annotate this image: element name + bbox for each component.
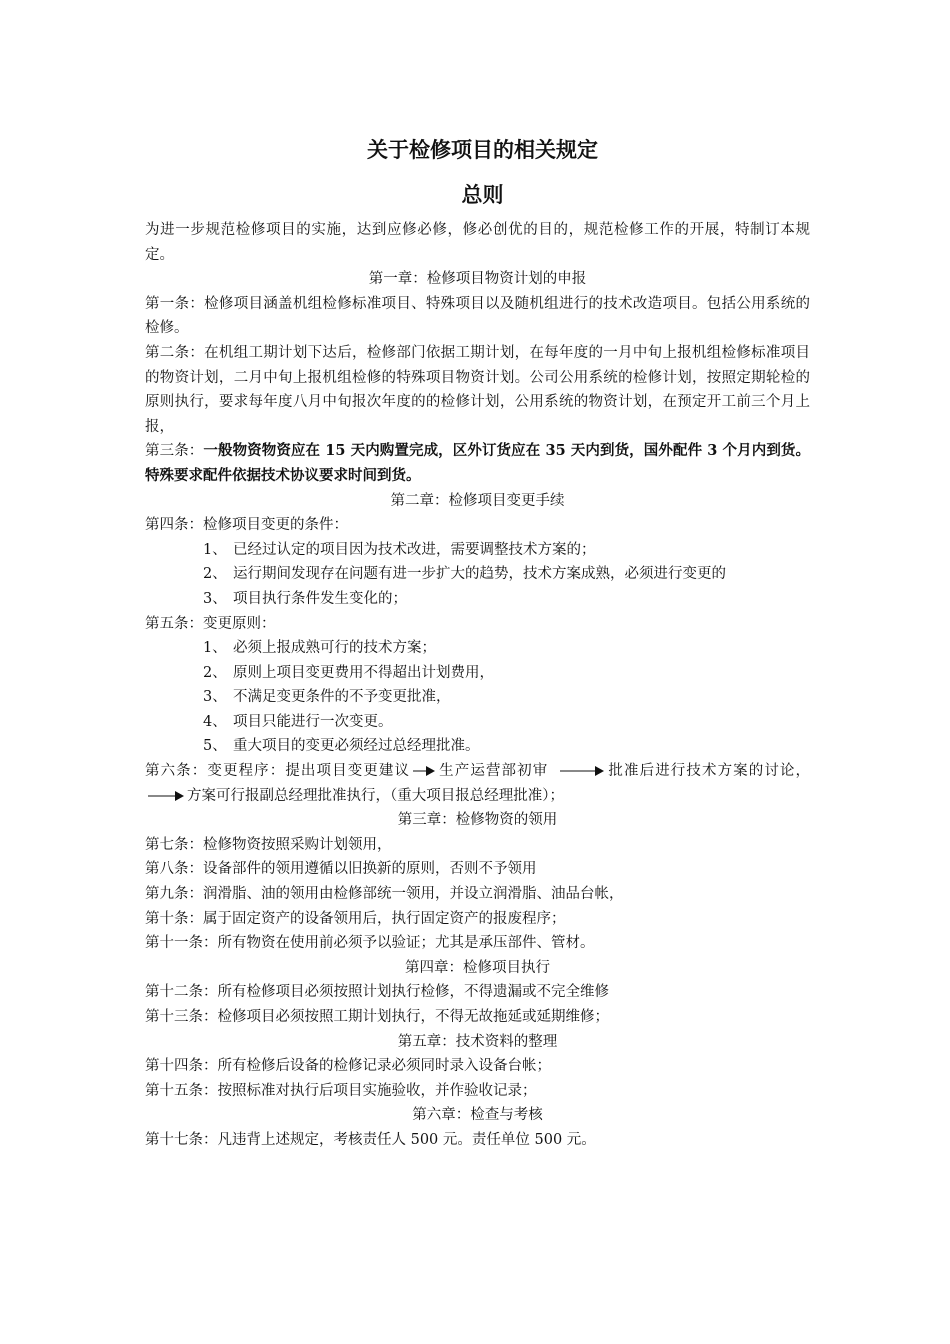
- article-11: 第十一条：所有物资在使用前必须予以验证；尤其是承压部件、管材。: [145, 935, 595, 952]
- article-3-text: 一般物资物资应在 15 天内购置完成，区外订货应在 35 天内到货，国外配件 3 个月内到货。特殊要求配件依据技术协议要求时间到货。: [145, 442, 811, 484]
- list-item: [145, 562, 810, 587]
- chapter-2-heading: 第二章：检修项目变更手续: [390, 492, 565, 509]
- list-item: [145, 636, 810, 661]
- list-item-text: 运行期间发现存在问题有进一步扩大的趋势，技术方案成熟，必须进行变更的: [233, 566, 726, 583]
- list-item: [145, 734, 810, 759]
- list-item-text: 重大项目的变更必须经过总经理批准。: [233, 738, 480, 755]
- list-item: [145, 661, 810, 686]
- article-13: 第十三条：检修项目必须按照工期计划执行，不得无故拖延或延期维修；: [145, 1009, 609, 1025]
- article-3-label: 第三条：: [145, 443, 204, 460]
- list-item-number: 1、: [203, 640, 227, 657]
- document-page: [145, 128, 810, 1153]
- article-4: 第四条：检修项目变更的条件：: [145, 517, 348, 534]
- list-item-number: 3、: [203, 689, 227, 706]
- article-1: 第一条：检修项目涵盖机组检修标准项目、特殊项目以及随机组进行的技术改造项目。包括公用系统的检修。: [145, 295, 810, 337]
- intro-paragraph: 为进一步规范检修项目的实施，达到应修必修，修必创优的目的，规范检修工作的开展，特制订本规定。: [145, 222, 810, 263]
- list-item-text: 不满足变更条件的不予变更批准，: [233, 689, 451, 706]
- chapter-1-heading: 第一章：检修项目物资计划的申报: [368, 271, 587, 288]
- list-item-number: 2、: [203, 664, 227, 681]
- list-item: [145, 710, 810, 735]
- article-6-part-4: 方案可行报副总经理批准执行，（重大项目报总经理批准）；: [187, 787, 564, 804]
- article-2: 第二条：在机组工期计划下达后，检修部门依据工期计划，在每年度的一月中旬上报机组检修标准项目的物资计划，二月中旬上报机组检修的特殊项目物资计划。公司公用系统的检修计划，按照定期轮检的原则执行，要求每年度八月中旬报次年度的的检修计划，公用系统的物资计划，在预定开工前三个月上报，: [145, 344, 810, 435]
- chapter-3-heading: 第三章：检修物资的领用: [397, 812, 558, 829]
- arrow-right-icon: [413, 766, 435, 776]
- chapter-4-heading: 第四章：检修项目执行: [405, 959, 550, 976]
- document-subtitle: 总则: [461, 183, 504, 207]
- article-6-part-1: 第六条：变更程序：提出项目变更建议: [145, 763, 411, 780]
- list-item: [145, 587, 810, 612]
- list-item-number: 2、: [203, 566, 227, 583]
- article-8: 第八条：设备部件的领用遵循以旧换新的原则，否则不予领用: [145, 861, 537, 878]
- list-item-number: 3、: [203, 590, 227, 607]
- list-item-number: 5、: [203, 738, 227, 755]
- article-14: 第十四条：所有检修后设备的检修记录必须同时录入设备台帐；: [145, 1058, 551, 1075]
- arrow-right-icon: [148, 791, 184, 801]
- article-6-part-3: 批准后进行技术方案的讨论，: [607, 763, 811, 780]
- document-title: 关于检修项目的相关规定: [367, 138, 598, 162]
- list-item: [145, 685, 810, 710]
- article-6-part-2: 生产运营部初审: [438, 763, 549, 780]
- article-15: 第十五条：按照标准对执行后项目实施验收，并作验收记录；: [145, 1082, 537, 1099]
- chapter-5-heading: 第五章：技术资料的整理: [397, 1033, 558, 1050]
- chapter-6-heading: 第六章：检查与考核: [412, 1107, 543, 1124]
- list-item-number: 1、: [203, 541, 227, 558]
- list-item-text: 原则上项目变更费用不得超出计划费用，: [233, 664, 494, 681]
- article-10: 第十条：属于固定资产的设备领用后，执行固定资产的报废程序；: [145, 910, 566, 927]
- article-17: 第十七条：凡违背上述规定，考核责任人 500 元。责任单位 500 元。: [145, 1131, 596, 1148]
- arrow-right-icon: [560, 766, 604, 776]
- list-item-text: 项目只能进行一次变更。: [233, 713, 393, 730]
- list-item-number: 4、: [203, 713, 227, 730]
- list-item: [145, 538, 810, 563]
- list-item-text: 已经过认定的项目因为技术改进，需要调整技术方案的；: [233, 541, 596, 558]
- list-item-text: 必须上报成熟可行的技术方案；: [233, 640, 436, 657]
- article-7: 第七条：检修物资按照采购计划领用，: [145, 836, 392, 853]
- article-6: [145, 759, 810, 808]
- article-5: 第五条：变更原则：: [145, 615, 276, 632]
- list-item-text: 项目执行条件发生变化的；: [233, 590, 407, 607]
- article-9: 第九条：润滑脂、油的领用由检修部统一领用，并设立润滑脂、油品台帐，: [145, 886, 624, 903]
- article-12: 第十二条：所有检修项目必须按照计划执行检修，不得遗漏或不完全维修: [145, 984, 609, 1001]
- article-3: [145, 439, 810, 488]
